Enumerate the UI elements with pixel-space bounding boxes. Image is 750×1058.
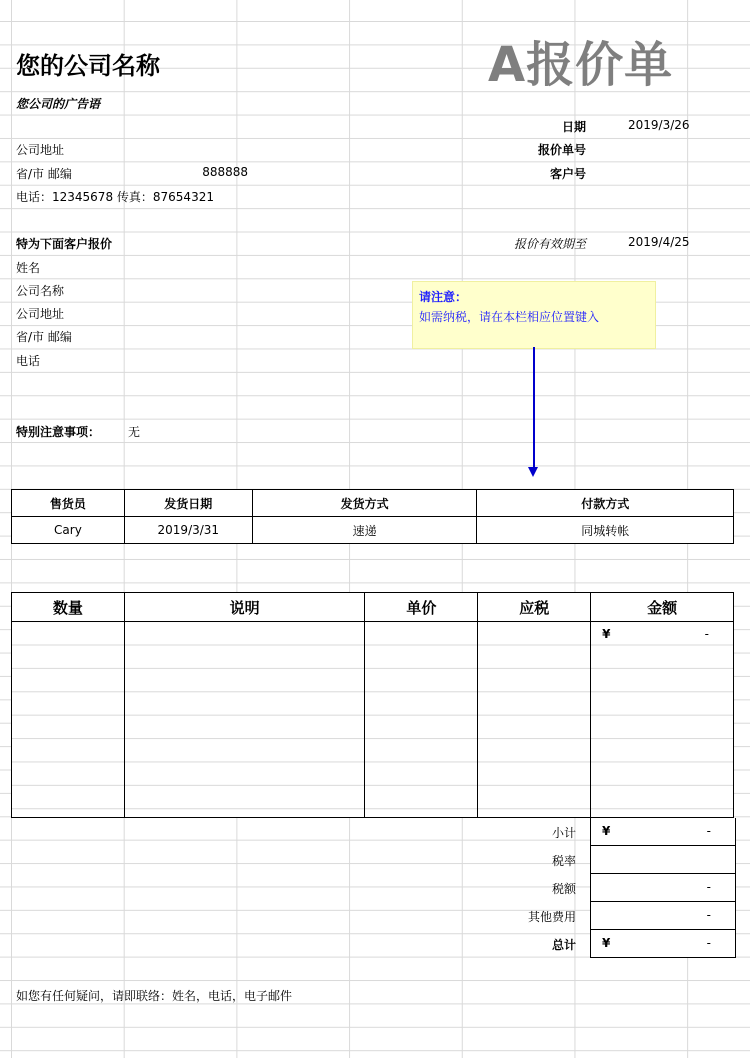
date-label: 日期	[561, 120, 586, 134]
salesperson-cell[interactable]: Cary	[12, 517, 125, 544]
company-name: 您的公司名称	[16, 52, 160, 80]
subtotal-label: 小计	[551, 826, 576, 840]
amount-column[interactable]	[591, 622, 734, 818]
quantity-column[interactable]	[12, 622, 125, 818]
customer-phone-label: 电话	[16, 354, 41, 368]
taxable-header: 应税	[478, 593, 591, 622]
description-header: 说明	[124, 593, 365, 622]
salesperson-header: 售货员	[12, 490, 125, 517]
customer-province-label: 省/市 邮编	[16, 330, 72, 344]
special-note-label: 特别注意事项：	[16, 425, 101, 439]
items-header-row	[12, 593, 734, 622]
subtotal-currency: ¥	[602, 824, 611, 838]
tax-rate-label: 税率	[551, 854, 576, 868]
unit-price-column[interactable]	[365, 622, 478, 818]
valid-until-value: 2019/4/25	[628, 235, 690, 249]
amount-value: -	[704, 627, 709, 641]
other-fees-cell[interactable]	[591, 902, 735, 930]
total-value: -	[706, 936, 711, 950]
customer-name-label: 姓名	[16, 261, 41, 275]
customer-company-label: 公司名称	[16, 284, 65, 298]
shipping-table	[11, 489, 734, 544]
special-note-value: 无	[128, 425, 141, 439]
company-slogan: 您公司的广告语	[16, 97, 101, 111]
items-body-row	[12, 622, 734, 818]
customer-section-label: 特为下面客户报价	[16, 237, 113, 251]
other-fees-value: -	[706, 908, 711, 922]
total-currency: ¥	[602, 936, 611, 950]
company-postcode: 888888	[202, 165, 248, 179]
note-arrow-head-icon	[528, 467, 538, 477]
document-title: A报价单	[488, 37, 674, 93]
other-fees-label: 其他费用	[527, 910, 576, 924]
amount-currency: ¥	[602, 627, 611, 641]
total-label: 总计	[551, 938, 576, 952]
payment-method-header: 付款方式	[477, 490, 734, 517]
description-column[interactable]	[124, 622, 365, 818]
shipping-header-row	[12, 490, 734, 517]
tax-amount-label: 税额	[551, 882, 576, 896]
tax-note-comment	[412, 281, 656, 349]
company-phone-fax: 电话：12345678 传真：87654321	[16, 190, 214, 204]
customer-number-label: 客户号	[549, 167, 586, 181]
customer-address-label: 公司地址	[16, 307, 65, 321]
tax-note-text: 如需纳税，请在本栏相应位置键入	[419, 310, 600, 324]
summary-box	[590, 818, 736, 958]
unit-price-header: 单价	[365, 593, 478, 622]
valid-until-label: 报价有效期至	[513, 237, 586, 251]
subtotal-value: -	[706, 824, 711, 838]
date-value: 2019/3/26	[628, 118, 690, 132]
shipping-value-row	[12, 517, 734, 544]
items-table	[11, 592, 734, 818]
ship-method-header: 发货方式	[252, 490, 477, 517]
ship-date-header: 发货日期	[124, 490, 252, 517]
tax-note-title: 请注意：	[419, 290, 468, 304]
note-arrow-line	[533, 347, 535, 469]
tax-amount-value: -	[706, 880, 711, 894]
company-province-label: 省/市 邮编	[16, 167, 72, 181]
amount-header: 金额	[591, 593, 734, 622]
ship-method-cell[interactable]: 速递	[252, 517, 477, 544]
ship-date-cell[interactable]: 2019/3/31	[124, 517, 252, 544]
subtotal-cell[interactable]	[591, 818, 735, 846]
taxable-column[interactable]	[478, 622, 591, 818]
company-address-label: 公司地址	[16, 143, 65, 157]
quote-number-label: 报价单号	[537, 143, 586, 157]
contact-footer: 如您有任何疑问，请即联络：姓名，电话，电子邮件	[16, 989, 293, 1003]
quantity-header: 数量	[12, 593, 125, 622]
total-cell[interactable]	[591, 930, 735, 957]
tax-rate-cell[interactable]	[591, 846, 735, 874]
tax-amount-cell[interactable]	[591, 874, 735, 902]
payment-method-cell[interactable]: 同城转帐	[477, 517, 734, 544]
